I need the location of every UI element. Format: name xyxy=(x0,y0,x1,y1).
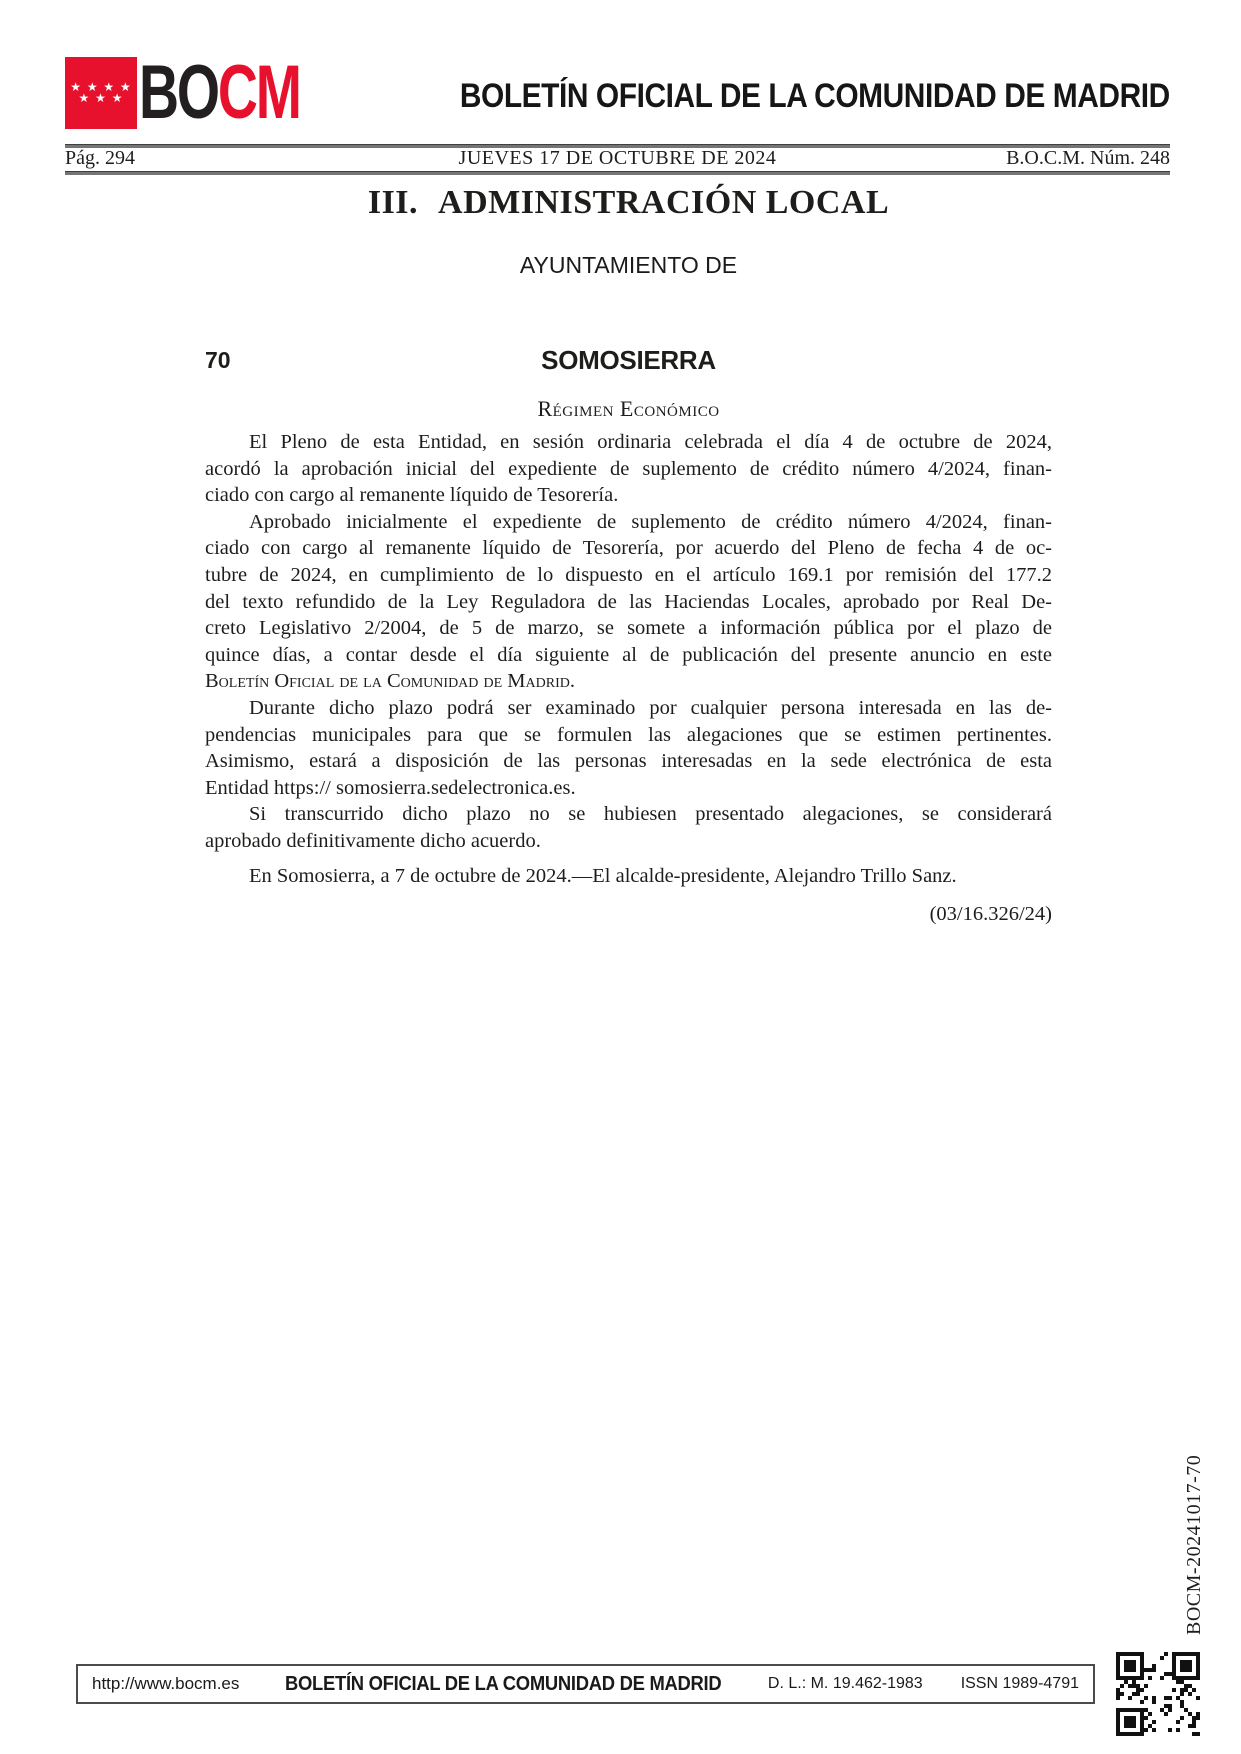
paragraph-line: ciado con cargo al remanente líquido de Tesorería. xyxy=(205,484,619,507)
footer-bar xyxy=(76,1664,1095,1704)
paragraph-line: pendencias municipales para que se formulen las alegaciones que se estimen pertinentes. xyxy=(205,723,1052,746)
subsection-heading: AYUNTAMIENTO DE xyxy=(519,252,738,278)
issue-number: B.O.C.M. Núm. 248 xyxy=(1006,147,1170,169)
paragraph-line: acordó la aprobación inicial del expediente de suplemento de crédito número 4/2024, finan- xyxy=(205,457,1052,480)
masthead-title: BOLETÍN OFICIAL DE LA COMUNIDAD DE MADRID xyxy=(460,77,1170,115)
paragraph-line: ciado con cargo al remanente líquido de Tesorería, por acuerdo del Pleno de fecha 4 de oc- xyxy=(205,537,1052,560)
bocm-logo-cm: CM xyxy=(217,50,300,135)
topic-heading: Régimen Económico xyxy=(537,396,720,421)
paragraph-line: Boletín Oficial de la Comunidad de Madrid. xyxy=(205,670,575,693)
paragraph-line: Si transcurrido dicho plazo no se hubiesen presentado alegaciones, se considerará xyxy=(249,803,1052,826)
bocm-logo-bo: BO xyxy=(139,50,218,135)
paragraph-line: creto Legislativo 2/2004, de 5 de marzo, se somete a información pública por el plazo de xyxy=(205,617,1052,640)
footer-url-link[interactable]: http://www.bocm.es xyxy=(92,1674,240,1693)
paragraph-line: aprobado definitivamente dicho acuerdo. xyxy=(205,829,541,852)
municipality-title: SOMOSIERRA xyxy=(541,345,716,375)
bocm-logo xyxy=(139,50,300,135)
issue-date: JUEVES 17 DE OCTUBRE DE 2024 xyxy=(458,147,777,169)
paragraph-line: Aprobado inicialmente el expediente de suplemento de crédito número 4/2024, finan- xyxy=(249,510,1052,533)
section-number: III. xyxy=(367,184,419,221)
flag-stars-row-bottom: ★ ★ ★ xyxy=(78,91,124,105)
item-number: 70 xyxy=(205,347,231,373)
flag-stars-row-top: ★ ★ ★ ★ xyxy=(70,80,132,94)
paragraph-line: Asimismo, estará a disposición de las personas interesadas en la sede electrónica de esta xyxy=(205,750,1052,773)
paragraph-line: del texto refundido de la Ley Reguladora de las Haciendas Locales, aprobado por Real De- xyxy=(205,590,1052,613)
paragraph-line: quince días, a contar desde el día siguiente al de publicación del presente anuncio en este xyxy=(205,643,1052,666)
footer-deposit-legal: D. L.: M. 19.462-1983 xyxy=(767,1675,923,1692)
paragraph-line: Entidad https:// somosierra.sedelectronica.es. xyxy=(205,776,576,799)
document-id-vertical: BOCM-20241017-70 xyxy=(1183,1454,1205,1635)
madrid-flag-icon xyxy=(65,57,137,129)
signature-line: En Somosierra, a 7 de octubre de 2024.—El alcalde-presidente, Alejandro Trillo Sanz. xyxy=(249,864,957,887)
reference-number: (03/16.326/24) xyxy=(929,903,1052,926)
header-rule-bottom xyxy=(65,171,1170,175)
announcement-body xyxy=(205,429,1052,928)
footer-title: BOLETÍN OFICIAL DE LA COMUNIDAD DE MADRID xyxy=(285,1672,722,1695)
page-number: Pág. 294 xyxy=(65,147,135,169)
paragraph-line: Durante dicho plazo podrá ser examinado por cualquier persona interesada en las de- xyxy=(249,696,1052,719)
section-name: ADMINISTRACIÓN LOCAL xyxy=(438,184,890,221)
qr-code xyxy=(1116,1652,1200,1736)
paragraph-line: El Pleno de esta Entidad, en sesión ordinaria celebrada el día 4 de octubre de 2024, xyxy=(249,431,1052,453)
paragraph-line: tubre de 2024, en cumplimiento de lo dispuesto en el artículo 169.1 por remisión del 177.2 xyxy=(205,563,1052,586)
footer-issn: ISSN 1989-4791 xyxy=(960,1675,1079,1692)
section-heading xyxy=(205,184,1052,222)
